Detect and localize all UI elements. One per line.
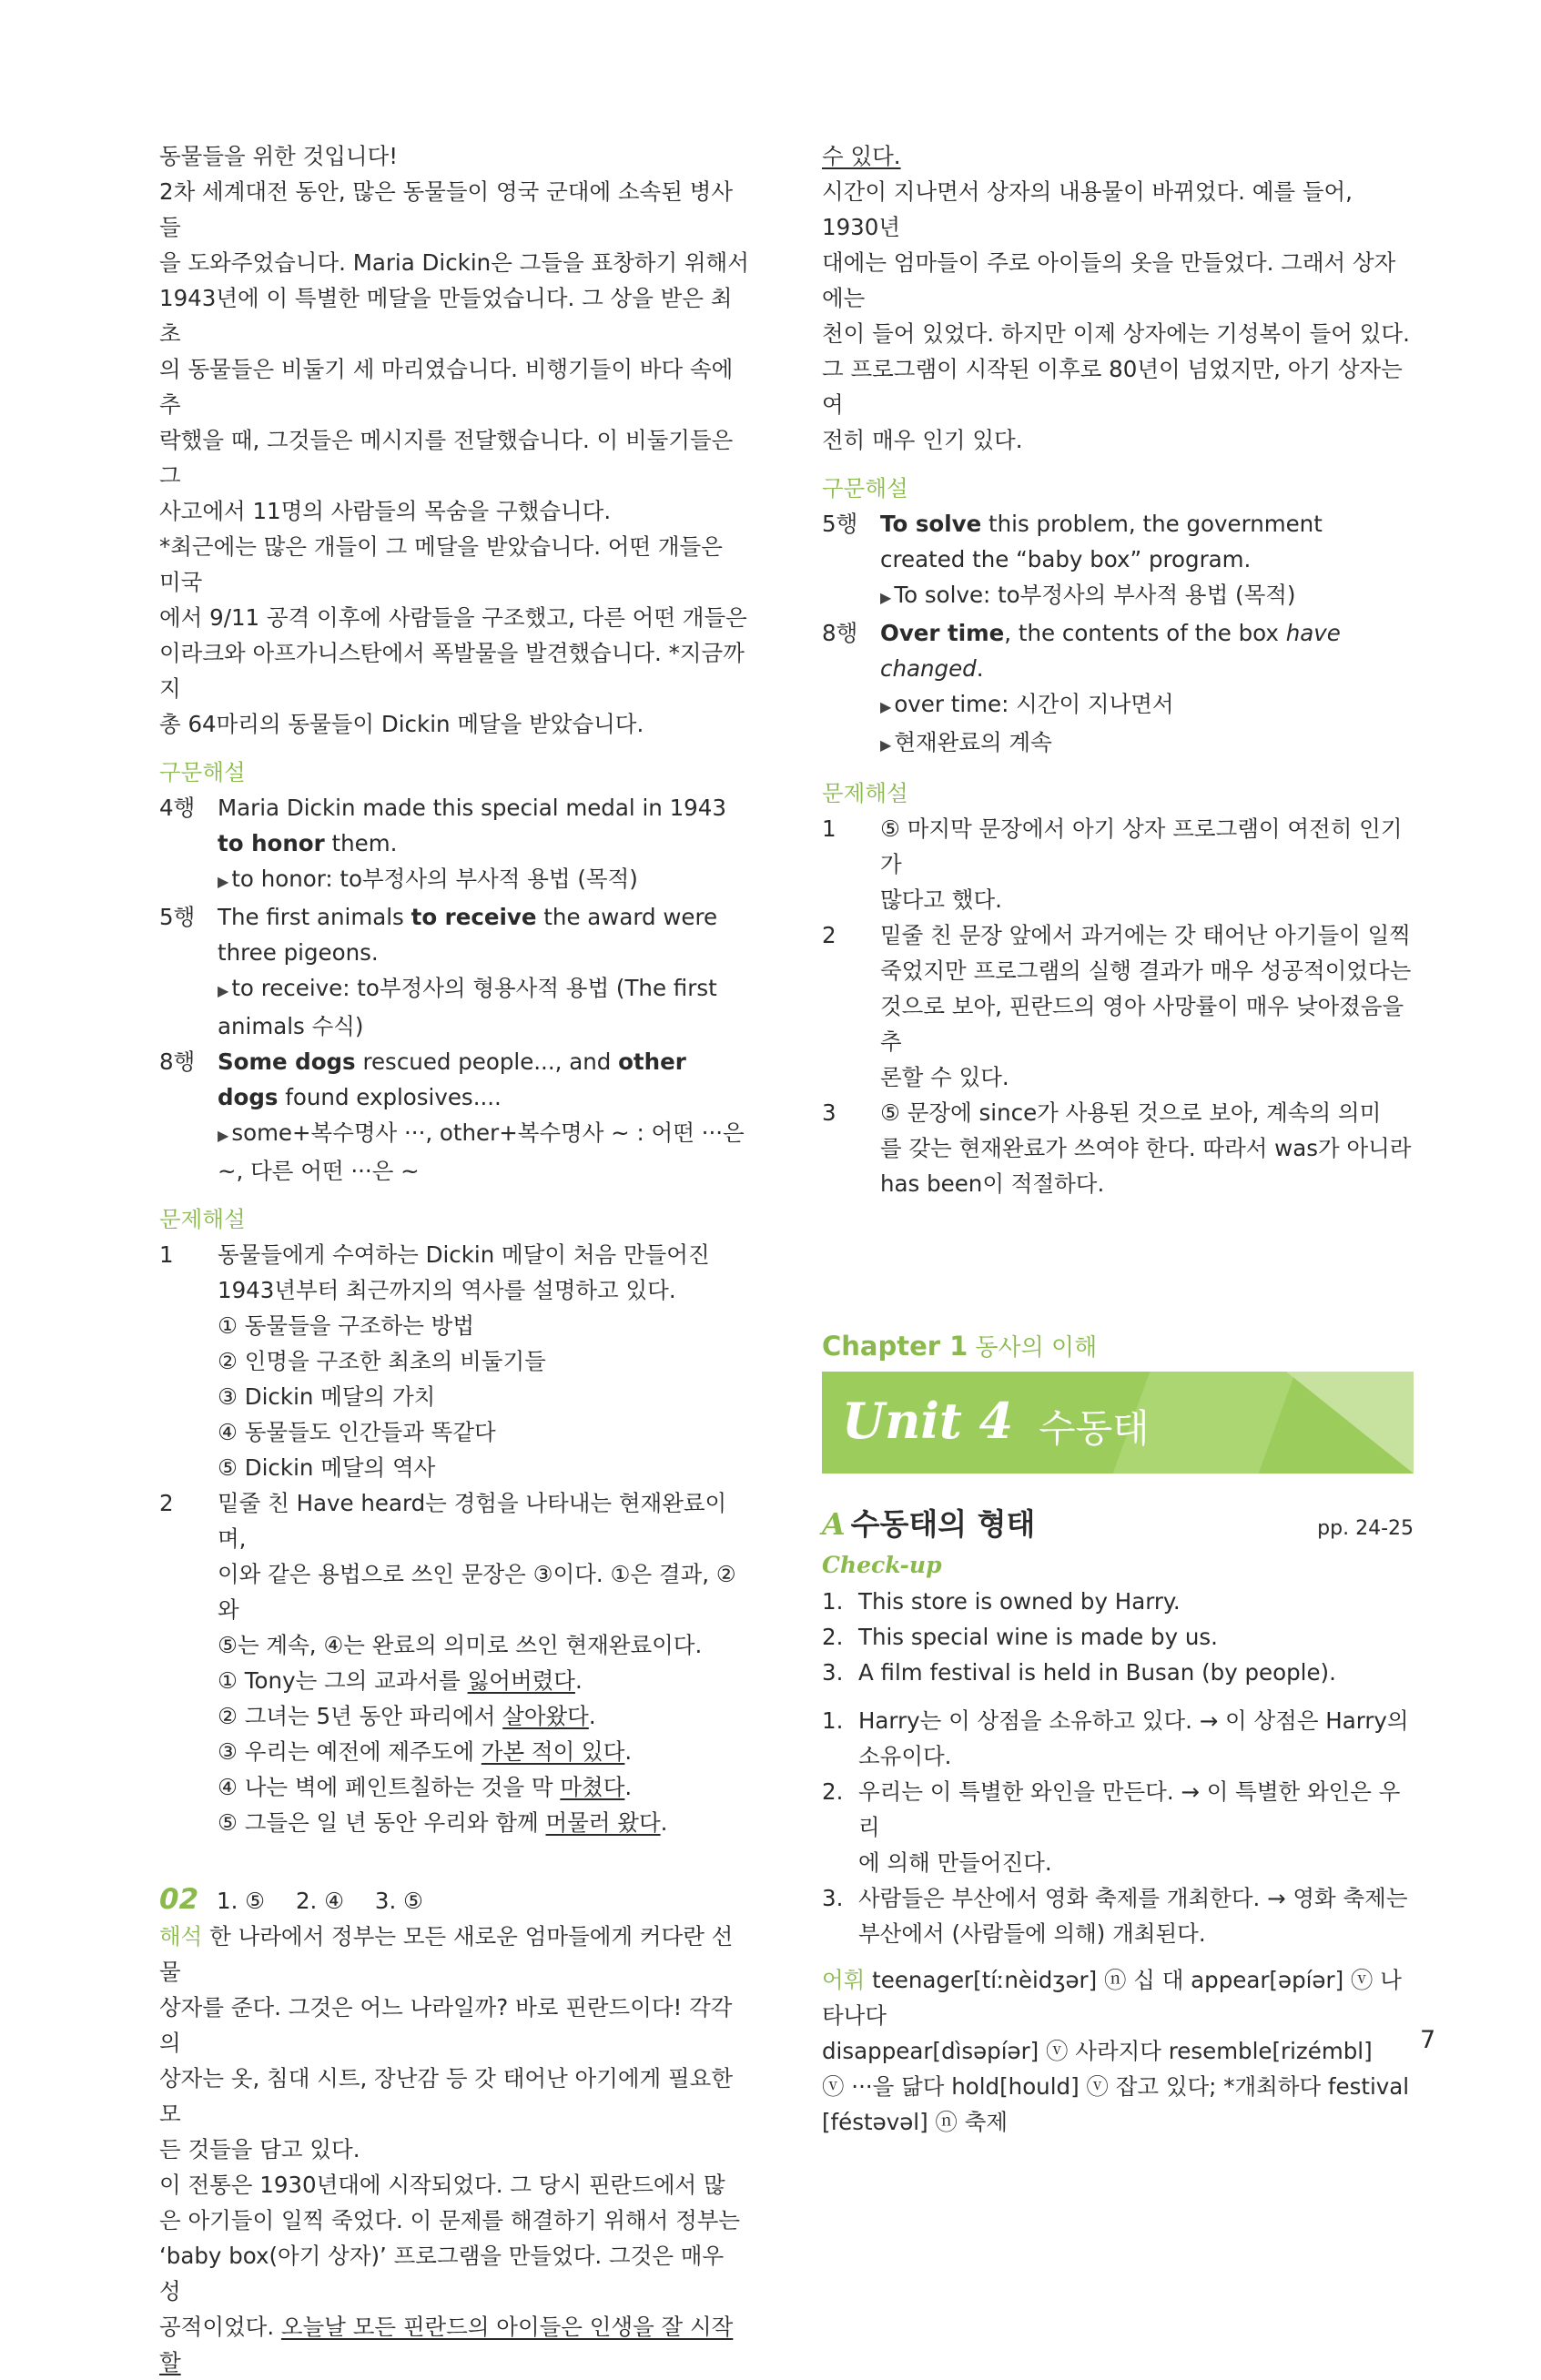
line-tag: 8행 — [822, 620, 858, 646]
checkup-label: Check-up — [822, 1552, 942, 1578]
problem-text: 것으로 보아, 핀란드의 영아 사망률이 매우 낮아졌음을 추 — [880, 993, 1404, 1055]
option: ① 동물들을 구조하는 방법 — [218, 1312, 474, 1339]
text-line: *최근에는 많은 개들이 그 메달을 받았습니다. 어떤 개들은 미국 — [159, 533, 723, 595]
section-title: 수동태의 형태 — [850, 1506, 1036, 1542]
text-line: 대에는 엄마들이 주로 아이들의 옷을 만들었다. 그래서 상자에는 — [822, 249, 1396, 311]
text-line: 전히 매우 인기 있다. — [822, 427, 1023, 453]
problem-text: 밑줄 친 문장 앞에서 과거에는 갓 태어난 아기들이 일찍 — [880, 922, 1411, 948]
option: ② 인명을 구조한 최초의 비둘기들 — [218, 1348, 546, 1374]
text-line: 시간이 지나면서 상자의 내용물이 바뀌었다. 예를 들어, 1930년 — [822, 178, 1353, 240]
option: ① Tony는 그의 교과서를 잃어버렸다. — [218, 1667, 583, 1694]
text-line: 든 것들을 담고 있다. — [159, 2136, 360, 2162]
problem-text: 많다고 했다. — [880, 886, 1002, 913]
section-heading — [822, 1501, 1414, 1544]
grammar-note: ▶ 현재완료의 계속 — [880, 729, 1052, 755]
left-column — [159, 138, 751, 2380]
problem-text: ⑤ 마지막 문장에서 아기 상자 프로그램이 여전히 인기가 — [880, 815, 1403, 877]
question-02-answers — [159, 1882, 751, 1919]
grammar-note: ▶ to honor: to부정사의 부사적 용법 (목적) — [218, 866, 638, 892]
right-column — [822, 138, 1414, 2140]
grammar-sentence: created the “baby box” program. — [880, 546, 1252, 572]
grammar-note: ▶ over time: 시간이 지나면서 — [880, 691, 1174, 717]
grammar-note: animals 수식) — [218, 1013, 364, 1039]
translation-list — [822, 1703, 1414, 1951]
page-number: 7 — [1420, 2026, 1436, 2054]
chapter-heading — [822, 1329, 1414, 1362]
problem-text: 밑줄 친 Have heard는 경험을 나타내는 현재완료이며, — [218, 1490, 727, 1552]
chapter-title: 동사의 이해 — [975, 1334, 1098, 1362]
vocab-label: 어휘 — [822, 1967, 866, 1993]
grammar-item — [822, 506, 1414, 615]
translation-paragraph — [159, 1919, 751, 2380]
text-line: 의 동물들은 비둘기 세 마리였습니다. 비행기들이 바다 속에 추 — [159, 356, 734, 418]
grammar-note: ▶ some+복수명사 ···, other+복수명사 ~ : 어떤 ···은 — [218, 1119, 745, 1146]
text-line: 상자를 준다. 그것은 어느 나라일까? 바로 핀란드이다! 각각의 — [159, 1994, 733, 2056]
triangle-bullet-icon: ▶ — [880, 698, 892, 715]
answer-key — [217, 1883, 447, 1919]
question-number: 02 — [159, 1883, 199, 1916]
problem-item — [822, 917, 1414, 1095]
banner-corner — [1286, 1372, 1414, 1474]
chapter-label: Chapter 1 — [822, 1331, 968, 1362]
problem-heading: 문제해설 — [822, 780, 908, 806]
text-line: 그 프로그램이 시작된 이후로 80년이 넘었지만, 아기 상자는 여 — [822, 356, 1403, 418]
text-line: 공적이었다. 오늘날 모든 핀란드의 아이들은 인생을 잘 시작할 — [159, 2314, 734, 2375]
answer: 1. ⑤ — [217, 1888, 266, 1914]
grammar-sentence: three pigeons. — [218, 939, 379, 966]
line-tag: 8행 — [159, 1048, 196, 1075]
text-line: 수 있다. — [822, 143, 901, 169]
grammar-sentence: to honor them. — [218, 830, 398, 856]
unit-number: Unit 4 — [842, 1392, 1014, 1450]
grammar-note: ~, 다른 어떤 ···은 ~ — [218, 1158, 420, 1184]
problem-item — [822, 811, 1414, 917]
list-item: 1. Harry는 이 상점을 소유하고 있다. → 이 상점은 Harry의 소유이다. — [822, 1707, 1409, 1769]
line-tag: 4행 — [159, 795, 196, 821]
problem-item — [822, 1095, 1414, 1201]
problem-text: ⑤는 계속, ④는 완료의 의미로 쓰인 현재완료이다. — [218, 1632, 703, 1658]
problem-text: 1943년부터 최근까지의 역사를 설명하고 있다. — [218, 1277, 676, 1303]
line-tag: 5행 — [159, 904, 196, 930]
triangle-bullet-icon: ▶ — [218, 873, 229, 890]
option: ④ 동물들도 인간들과 똑같다 — [218, 1419, 496, 1445]
problem-text: 이와 같은 용법으로 쓰인 문장은 ③이다. ①은 결과, ②와 — [218, 1561, 736, 1623]
grammar-heading: 구문해설 — [159, 759, 246, 785]
grammar-item — [822, 615, 1414, 763]
grammar-sentence: changed. — [880, 655, 984, 682]
grammar-item — [159, 1044, 751, 1189]
text-line: 이라크와 아프가니스탄에서 폭발물을 발견했습니다. *지금까지 — [159, 640, 745, 702]
text-line: 천이 들어 있었다. 하지만 이제 상자에는 기성복이 들어 있다. — [822, 320, 1410, 347]
translation-label: 해석 — [159, 1923, 203, 1950]
grammar-sentence: To solve this problem, the government — [880, 511, 1323, 537]
text-line: 2차 세계대전 동안, 많은 동물들이 영국 군대에 소속된 병사들 — [159, 178, 734, 240]
vocabulary — [822, 1962, 1414, 2140]
grammar-item — [159, 899, 751, 1044]
problem-text: ⑤ 문장에 since가 사용된 것으로 보아, 계속의 의미 — [880, 1099, 1382, 1126]
text-line: 은 아기들이 일찍 죽었다. 이 문제를 해결하기 위해서 정부는 — [159, 2207, 741, 2233]
unit-title: 수동태 — [1039, 1406, 1150, 1451]
triangle-bullet-icon: ▶ — [880, 736, 892, 754]
problem-number: 2 — [822, 922, 836, 948]
option: ④ 나는 벽에 페인트칠하는 것을 막 마쳤다. — [218, 1774, 633, 1800]
vocab-line: disappear[dìsəpíər] ⓥ 사라지다 resemble[rizémbl] — [822, 2038, 1373, 2064]
answer: 3. ⑤ — [374, 1888, 424, 1914]
option: ③ Dickin 메달의 가치 — [218, 1383, 436, 1410]
grammar-sentence: Over time, the contents of the box have — [880, 620, 1341, 646]
triangle-bullet-icon: ▶ — [218, 982, 229, 999]
grammar-item — [159, 790, 751, 899]
text-line: 을 도와주었습니다. Maria Dickin은 그들을 표창하기 위해서 — [159, 249, 749, 276]
problem-number: 1 — [822, 815, 836, 842]
page-reference: pp. 24-25 — [1317, 1517, 1414, 1540]
option: ⑤ 그들은 일 년 동안 우리와 함께 머물러 왔다. — [218, 1809, 668, 1836]
translation-continued — [822, 138, 1414, 458]
section-letter: A — [822, 1506, 846, 1542]
option: ② 그녀는 5년 동안 파리에서 살아왔다. — [218, 1703, 596, 1729]
list-item: 3. 사람들은 부산에서 영화 축제를 개최한다. → 영화 축제는 부산에서 (사람들에 의해) 개최된다. — [822, 1885, 1408, 1947]
problem-number: 1 — [159, 1241, 174, 1268]
text-line: 이 전통은 1930년대에 시작되었다. 그 당시 핀란드에서 많 — [159, 2172, 725, 2198]
checkup-list — [822, 1584, 1414, 1690]
grammar-sentence: Some dogs rescued people..., and other — [218, 1048, 686, 1075]
problem-text: 를 갖는 현재완료가 쓰여야 한다. 따라서 was가 아니라 — [880, 1135, 1412, 1161]
text-line: 락했을 때, 그것들은 메시지를 전달했습니다. 이 비둘기들은 그 — [159, 427, 734, 489]
vocab-line: ⓥ ···을 닮다 hold[hould] ⓥ 잡고 있다; *개최하다 festival — [822, 2073, 1410, 2100]
grammar-sentence: Maria Dickin made this special medal in 1943 — [218, 795, 726, 821]
problem-text: 동물들에게 수여하는 Dickin 메달이 처음 만들어진 — [218, 1241, 710, 1268]
text-line: 사고에서 11명의 사람들의 목숨을 구했습니다. — [159, 498, 612, 524]
problem-item — [159, 1485, 751, 1840]
triangle-bullet-icon: ▶ — [880, 589, 892, 606]
problem-text: has been이 적절하다. — [880, 1170, 1105, 1197]
text-line: 상자는 옷, 침대 시트, 장난감 등 갓 태어난 아기에게 필요한 모 — [159, 2065, 734, 2127]
text-line: ‘baby box(아기 상자)’ 프로그램을 만들었다. 그것은 매우 성 — [159, 2243, 725, 2304]
problem-heading: 문제해설 — [159, 1206, 246, 1232]
grammar-sentence: dogs found explosives.... — [218, 1084, 502, 1110]
option: ⑤ Dickin 메달의 역사 — [218, 1454, 436, 1481]
problem-number: 3 — [822, 1099, 836, 1126]
text-line: 에서 9/11 공격 이후에 사람들을 구조했고, 다른 어떤 개들은 — [159, 604, 747, 631]
vocab-line: [féstəvəl] ⓝ 축제 — [822, 2109, 1009, 2135]
list-item: 2. This special wine is made by us. — [822, 1624, 1218, 1650]
unit-banner — [822, 1372, 1414, 1474]
text-line: 총 64마리의 동물들이 Dickin 메달을 받았습니다. — [159, 711, 644, 737]
problem-text: 론할 수 있다. — [880, 1064, 1009, 1090]
problem-item — [159, 1237, 751, 1485]
grammar-note: ▶ to receive: to부정사의 형용사적 용법 (The first — [218, 975, 717, 1001]
text-line: 해석 한 나라에서 정부는 모든 새로운 엄마들에게 커다란 선물 — [159, 1923, 734, 1985]
list-item: 2. 우리는 이 특별한 와인을 만든다. → 이 특별한 와인은 우리 에 의해 만들어진다. — [822, 1778, 1401, 1876]
text-line: 1943년에 이 특별한 메달을 만들었습니다. 그 상을 받은 최초 — [159, 285, 733, 347]
vocab-line: 어휘 teenager[tíːnèidʒər] ⓝ 십 대 appear[əpíər] ⓥ 나타나다 — [822, 1967, 1402, 2029]
list-item: 1. This store is owned by Harry. — [822, 1588, 1181, 1615]
intro-paragraph — [159, 138, 751, 742]
grammar-note: ▶ To solve: to부정사의 부사적 용법 (목적) — [880, 582, 1296, 608]
option: ③ 우리는 예전에 제주도에 가본 적이 있다. — [218, 1738, 633, 1765]
grammar-heading: 구문해설 — [822, 475, 908, 501]
problem-text: 죽었지만 프로그램의 실행 결과가 매우 성공적이었다는 — [880, 957, 1412, 984]
triangle-bullet-icon: ▶ — [218, 1127, 229, 1144]
grammar-sentence: The first animals to receive the award were — [218, 904, 718, 930]
problem-number: 2 — [159, 1490, 174, 1516]
list-item: 3. A film festival is held in Busan (by people). — [822, 1659, 1336, 1686]
line-tag: 5행 — [822, 511, 858, 537]
answer: 2. ④ — [295, 1888, 345, 1914]
text-line: 동물들을 위한 것입니다! — [159, 143, 399, 169]
